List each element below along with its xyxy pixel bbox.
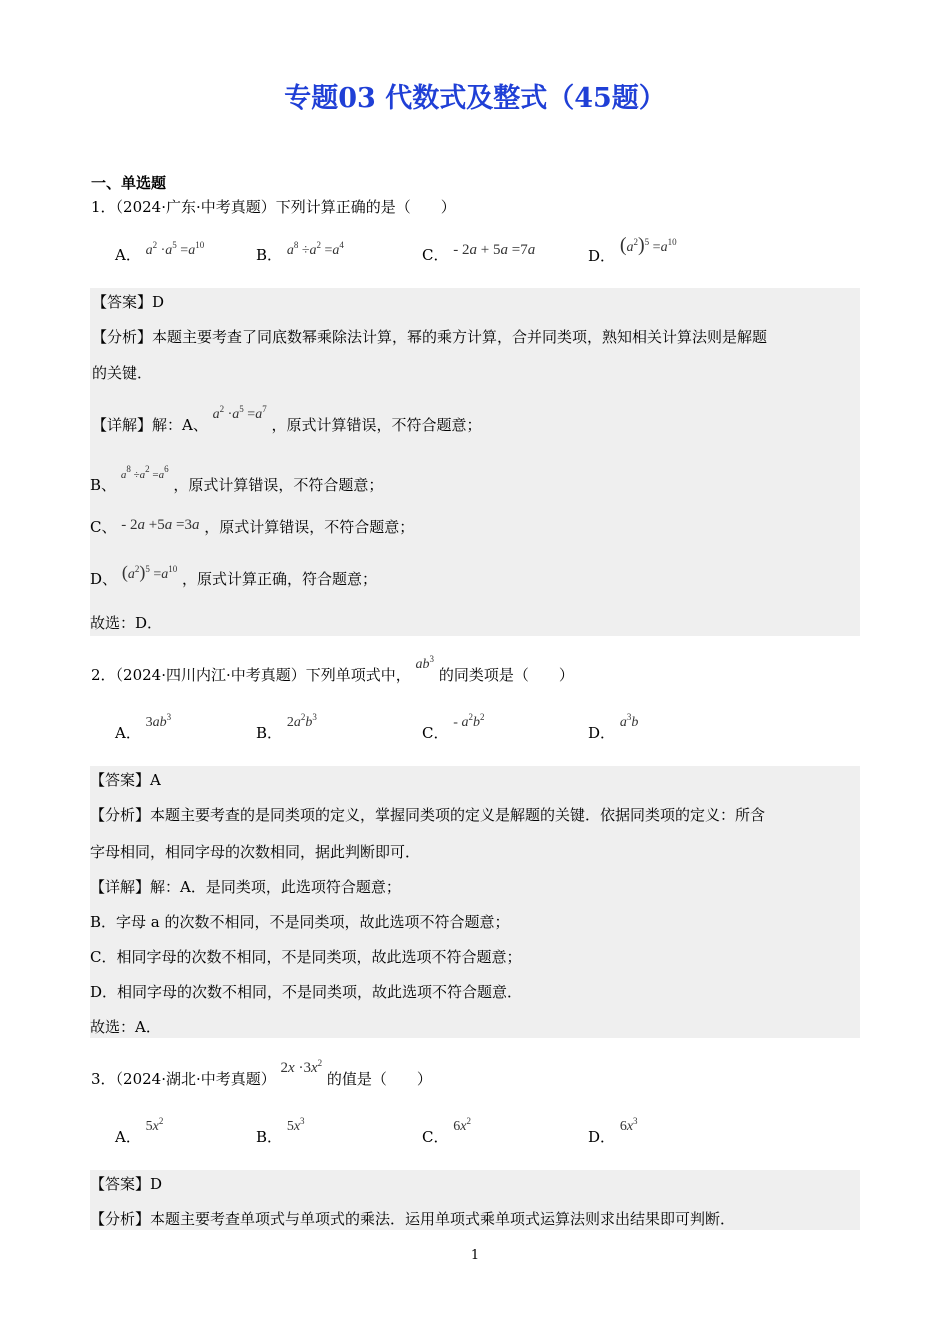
formula: $(a^2)^5 =a^{10}$ — [121, 562, 178, 582]
q2-option-a — [115, 712, 172, 743]
q3-answer: 【答案】D — [90, 1175, 163, 1193]
formula: $a^2 \cdot a^5 =a^{10}$ — [145, 240, 205, 258]
document-title: 专题03 代数式及整式（45题） — [284, 83, 666, 114]
q3-option-b — [256, 1116, 305, 1147]
q1-analysis-line1: 【分析】本题主要考查了同底数幂乘除法计算，幂的乘方计算，合并同类项，熟知相关计算法则是解题 — [92, 328, 768, 346]
q2-detail-c: C．相同字母的次数不相同，不是同类项，故此选项不符合题意； — [90, 948, 522, 966]
q2-option-b — [256, 712, 317, 743]
q1-option-c — [422, 244, 535, 265]
q2-detail-d: D．相同字母的次数不相同，不是同类项，故此选项不符合题意． — [90, 983, 523, 1001]
formula: $5x^2$ — [145, 1116, 164, 1134]
q1-answer: 【答案】D — [92, 293, 165, 311]
option-label: B． — [256, 246, 283, 264]
q2-answer: 【答案】A — [90, 771, 161, 789]
detail-text: ，原式计算错误，不符合题意； — [173, 476, 384, 494]
detail-label: C、 — [90, 518, 117, 536]
q1-option-d — [588, 234, 677, 267]
q2-choose: 故选：A． — [90, 1018, 161, 1036]
option-label: A． — [115, 724, 141, 742]
stem-text: 2．（2024·四川内江·中考真题）下列单项式中， — [91, 666, 411, 684]
detail-label: B、 — [90, 476, 117, 494]
option-label: B． — [256, 1128, 283, 1146]
formula: $2a^2b^3$ — [286, 712, 317, 730]
detail-text: ，原式计算正确，符合题意； — [182, 570, 378, 588]
q3-analysis: 【分析】本题主要考查单项式与单项式的乘法．运用单项式乘单项式运算法则求出结果即可判断． — [90, 1210, 736, 1228]
q2-option-c — [422, 712, 485, 743]
option-label: D． — [588, 1128, 616, 1146]
formula: $ab^3$ — [415, 654, 435, 672]
q2-analysis-line1: 【分析】本题主要考查的是同类项的定义，掌握同类项的定义是解题的关键．依据同类项的定义：所含 — [90, 806, 766, 824]
q2-option-d — [588, 712, 639, 743]
q1-detail-c — [90, 516, 414, 539]
q3-option-c — [422, 1116, 471, 1147]
option-label: C． — [422, 724, 449, 742]
option-label: C． — [422, 246, 449, 264]
formula: $a^3b$ — [619, 712, 639, 730]
page-number: 1 — [470, 1248, 480, 1263]
stem-text: 的值是（ ） — [326, 1070, 432, 1088]
q1-detail-a — [92, 404, 482, 438]
detail-text: ，原式计算错误，不符合题意； — [204, 518, 415, 536]
q1-option-a — [115, 240, 205, 265]
detail-text: ，原式计算错误，不符合题意； — [271, 416, 482, 434]
formula: $3ab^3$ — [145, 712, 172, 730]
q1-detail-d — [90, 564, 377, 592]
formula: - 2a +5a =3a — [121, 517, 200, 533]
option-label: C． — [422, 1128, 449, 1146]
q3-stem — [91, 1058, 432, 1091]
formula: $a^2 \cdot a^5 =a^7$ — [212, 404, 267, 422]
q2-detail-b: B．字母 a 的次数不相同，不是同类项，故此选项不符合题意； — [90, 913, 510, 931]
q3-option-a — [115, 1116, 164, 1147]
q1-stem: 1．（2024·广东·中考真题）下列计算正确的是（ ） — [91, 198, 456, 216]
formula: $2x \cdot 3x^2$ — [280, 1058, 323, 1076]
formula: a8 ÷a2 =a6 — [120, 464, 169, 481]
option-label: D． — [588, 724, 616, 742]
formula: $6x^2$ — [453, 1116, 471, 1134]
q1-choose: 故选：D． — [90, 614, 163, 632]
q3-option-d — [588, 1116, 638, 1147]
q1-detail-b — [90, 464, 384, 498]
q1-solution-block — [90, 288, 860, 636]
detail-label: D、 — [90, 570, 118, 588]
option-label: A． — [115, 246, 141, 264]
q2-analysis-line2: 字母相同，相同字母的次数相同，据此判断即可． — [90, 843, 421, 861]
formula: $6x^3$ — [619, 1116, 638, 1134]
q3-solution-block — [90, 1170, 860, 1230]
stem-text: 的同类项是（ ） — [438, 666, 574, 684]
formula: $a^8 \div a^2 =a^4$ — [286, 240, 344, 258]
detail-label: 【详解】解：A、 — [92, 416, 208, 434]
q2-detail: 【详解】解：A．是同类项，此选项符合题意； — [90, 878, 401, 896]
option-label: A． — [115, 1128, 141, 1146]
stem-text: 3．（2024·湖北·中考真题） — [91, 1070, 276, 1088]
q2-stem — [91, 654, 574, 688]
section-heading: 一、单选题 — [91, 174, 167, 192]
formula: - 2a + 5a =7a — [453, 242, 536, 258]
formula: $(a^2)^5 =a^{10}$ — [619, 234, 677, 256]
formula: - $a^2b^2$ — [453, 712, 485, 730]
q2-solution-block — [90, 766, 860, 1038]
option-label: D． — [588, 247, 616, 265]
formula: $5x^3$ — [286, 1116, 305, 1134]
q1-option-b — [256, 240, 344, 265]
option-label: B． — [256, 724, 283, 742]
q1-analysis-line2: 的关键． — [92, 364, 153, 382]
